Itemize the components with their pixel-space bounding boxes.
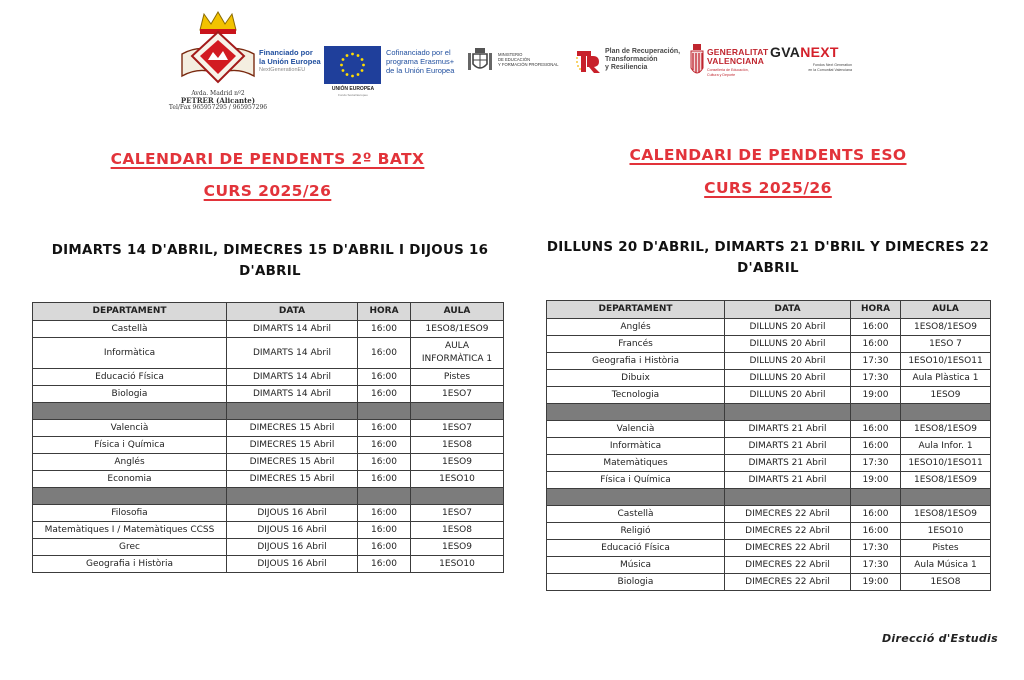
school-address-line: Avda. Madrid nº2 — [191, 90, 245, 97]
eso-title: CALENDARI DE PENDENTS ESO — [629, 146, 907, 164]
time-cell: 16:00 — [358, 471, 411, 488]
prtr-tr-icon — [575, 48, 601, 74]
batx-title: CALENDARI DE PENDENTS 2º BATX — [110, 150, 425, 168]
date-cell: DIMECRES 22 Abril — [725, 540, 851, 557]
column-header-room: AULA — [901, 301, 991, 319]
time-cell: 17:30 — [851, 557, 901, 574]
table-row — [547, 523, 991, 540]
time-cell: 16:00 — [358, 505, 411, 522]
date-cell: DIMECRES 15 Abril — [227, 471, 358, 488]
date-cell: DIMARTS 21 Abril — [725, 438, 851, 455]
department-cell: Economia — [33, 471, 227, 488]
eu-nextgen-logo — [259, 48, 321, 74]
table-row — [33, 454, 504, 471]
department-cell: Filosofia — [33, 505, 227, 522]
date-cell: DIMARTS 14 Abril — [227, 338, 358, 369]
department-cell: Valencià — [33, 420, 227, 437]
time-cell: 17:30 — [851, 455, 901, 472]
date-cell: DIJOUS 16 Abril — [227, 539, 358, 556]
table-row — [547, 557, 991, 574]
eu-star-icon — [357, 54, 360, 57]
date-cell: DILLUNS 20 Abril — [725, 387, 851, 404]
school-crest-icon — [178, 10, 258, 88]
erasmus-line: de la Unión Europea — [386, 66, 455, 75]
batx-schedule-table — [32, 302, 504, 573]
room-cell: 1ESO 7 — [901, 336, 991, 353]
eu-star-icon — [342, 69, 345, 72]
department-cell: Tecnologia — [547, 387, 725, 404]
date-cell: DIMECRES 22 Abril — [725, 523, 851, 540]
school-logo — [168, 10, 268, 114]
date-cell: DIMECRES 22 Abril — [725, 506, 851, 523]
column-header-room: AULA — [411, 303, 504, 321]
day-separator-row — [33, 488, 504, 505]
school-city: PETRER (Alicante) — [180, 96, 256, 105]
separator-cell — [725, 404, 851, 421]
batx-dates-heading: DIMARTS 14 D'ABRIL, DIMECRES 15 D'ABRIL I DIJOUS 16 D'ABRIL — [51, 243, 489, 279]
table-row — [547, 319, 991, 336]
time-cell: 16:00 — [358, 556, 411, 573]
generalitat-shield-icon — [690, 44, 704, 78]
department-cell: Biologia — [547, 574, 725, 591]
day-separator-row — [547, 404, 991, 421]
date-cell: DIJOUS 16 Abril — [227, 556, 358, 573]
department-cell: Biologia — [33, 386, 227, 403]
table-row — [33, 471, 504, 488]
school-address — [168, 90, 268, 111]
department-cell: Valencià — [547, 421, 725, 438]
separator-cell — [33, 403, 227, 420]
table-row — [33, 556, 504, 573]
eu-nextgen-line: NextGenerationEU — [259, 67, 306, 73]
table-row — [547, 455, 991, 472]
separator-cell — [358, 403, 411, 420]
room-cell: 1ESO10 — [901, 523, 991, 540]
column-header-time: HORA — [358, 303, 411, 321]
table-row — [33, 522, 504, 539]
time-cell: 16:00 — [358, 369, 411, 386]
table-row — [547, 472, 991, 489]
table-row — [547, 353, 991, 370]
department-cell: Matemàtiques I / Matemàtiques CCSS — [33, 522, 227, 539]
gvanext-logo — [770, 44, 856, 84]
table-row — [547, 336, 991, 353]
eso-dates-heading: DILLUNS 20 D'ABRIL, DIMARTS 21 D'BRIL Y DIMECRES 22 D'ABRIL — [546, 240, 990, 276]
date-cell: DIMARTS 21 Abril — [725, 472, 851, 489]
table-row — [33, 505, 504, 522]
room-cell: 1ESO8 — [411, 437, 504, 454]
ministerio-logo — [466, 46, 574, 76]
table-header-row — [547, 301, 991, 319]
table-row — [547, 438, 991, 455]
gva-sub-line: Conselleria de Educación, — [707, 68, 749, 72]
eu-star-icon — [351, 53, 354, 56]
table-row — [33, 386, 504, 403]
room-cell: 1ESO9 — [901, 387, 991, 404]
date-cell: DIMECRES 15 Abril — [227, 437, 358, 454]
date-cell: DILLUNS 20 Abril — [725, 353, 851, 370]
department-cell: Anglés — [33, 454, 227, 471]
separator-cell — [547, 489, 725, 506]
table-row — [547, 540, 991, 557]
gvanext-word-a: GVA — [770, 44, 801, 60]
room-cell: 1ESO8/1ESO9 — [901, 506, 991, 523]
table-row — [547, 506, 991, 523]
room-cell: Aula Música 1 — [901, 557, 991, 574]
date-cell: DIMARTS 14 Abril — [227, 369, 358, 386]
separator-cell — [411, 403, 504, 420]
time-cell: 16:00 — [358, 522, 411, 539]
room-cell: Aula Infor. 1 — [901, 438, 991, 455]
date-cell: DIMECRES 22 Abril — [725, 557, 851, 574]
separator-cell — [227, 488, 358, 505]
room-cell: 1ESO10 — [411, 471, 504, 488]
eu-star-icon — [340, 64, 343, 67]
room-cell: 1ESO8/1ESO9 — [411, 321, 504, 338]
date-cell: DIMARTS 14 Abril — [227, 321, 358, 338]
eu-star-icon — [357, 73, 360, 76]
school-phone: Tel/Fax 965957295 / 965957296 — [168, 104, 268, 111]
time-cell: 16:00 — [358, 386, 411, 403]
prtr-line: Plan de Recuperación, — [605, 48, 681, 55]
table-row — [33, 338, 504, 369]
separator-cell — [411, 488, 504, 505]
time-cell: 16:00 — [851, 319, 901, 336]
room-cell: 1ESO9 — [411, 539, 504, 556]
room-cell: 1ESO8/1ESO9 — [901, 319, 991, 336]
eu-flag-icon — [324, 46, 381, 84]
day-separator-row — [547, 489, 991, 506]
eu-flag-caption: UNIÓN EUROPEA — [331, 86, 375, 92]
room-cell: 1ESO8/1ESO9 — [901, 472, 991, 489]
separator-cell — [851, 489, 901, 506]
table-row — [33, 437, 504, 454]
separator-cell — [358, 488, 411, 505]
time-cell: 17:30 — [851, 370, 901, 387]
time-cell: 16:00 — [851, 438, 901, 455]
department-cell: Francés — [547, 336, 725, 353]
column-header-department: DEPARTAMENT — [547, 301, 725, 319]
eu-star-icon — [346, 73, 349, 76]
time-cell: 16:00 — [851, 523, 901, 540]
eu-star-icon — [361, 58, 364, 61]
time-cell: 16:00 — [358, 338, 411, 369]
table-row — [33, 539, 504, 556]
ministerio-line: DE EDUCACIÓN — [498, 57, 531, 62]
room-cell: 1ESO9 — [411, 454, 504, 471]
separator-cell — [851, 404, 901, 421]
table-row — [547, 421, 991, 438]
date-cell: DIMECRES 15 Abril — [227, 454, 358, 471]
department-cell: Dibuix — [547, 370, 725, 387]
room-cell: AULA INFORMÀTICA 1 — [411, 338, 504, 369]
date-cell: DIMECRES 22 Abril — [725, 574, 851, 591]
erasmus-line: programa Erasmus+ — [386, 57, 455, 66]
room-cell: 1ESO7 — [411, 420, 504, 437]
room-cell: Aula Plàstica 1 — [901, 370, 991, 387]
eu-flag-subcaption: Fondo Social Europeo — [338, 93, 368, 97]
time-cell: 19:00 — [851, 387, 901, 404]
date-cell: DILLUNS 20 Abril — [725, 319, 851, 336]
time-cell: 17:30 — [851, 353, 901, 370]
time-cell: 17:30 — [851, 540, 901, 557]
day-separator-row — [33, 403, 504, 420]
department-cell: Grec — [33, 539, 227, 556]
column-header-date: DATA — [227, 303, 358, 321]
separator-cell — [33, 488, 227, 505]
date-cell: DIJOUS 16 Abril — [227, 522, 358, 539]
date-cell: DIMECRES 15 Abril — [227, 420, 358, 437]
logo-banner — [0, 0, 1024, 120]
time-cell: 16:00 — [851, 421, 901, 438]
table-header-row — [33, 303, 504, 321]
time-cell: 16:00 — [358, 420, 411, 437]
time-cell: 16:00 — [851, 506, 901, 523]
separator-cell — [725, 489, 851, 506]
date-cell: DIJOUS 16 Abril — [227, 505, 358, 522]
department-cell: Religió — [547, 523, 725, 540]
department-cell: Educació Física — [547, 540, 725, 557]
table-row — [547, 387, 991, 404]
room-cell: 1ESO8/1ESO9 — [901, 421, 991, 438]
gva-line: VALENCIANA — [707, 56, 765, 66]
room-cell: 1ESO8 — [901, 574, 991, 591]
eso-schedule-table — [546, 300, 991, 591]
room-cell: 1ESO10/1ESO11 — [901, 455, 991, 472]
separator-cell — [547, 404, 725, 421]
gva-line: GENERALITAT — [707, 47, 769, 57]
separator-cell — [901, 489, 991, 506]
eu-star-icon — [342, 58, 345, 61]
eso-course: CURS 2025/26 — [704, 179, 832, 197]
department-cell: Informàtica — [33, 338, 227, 369]
separator-cell — [901, 404, 991, 421]
column-header-department: DEPARTAMENT — [33, 303, 227, 321]
table-row — [33, 369, 504, 386]
time-cell: 16:00 — [851, 336, 901, 353]
eu-star-icon — [346, 54, 349, 57]
ministerio-line: Y FORMACIÓN PROFESIONAL — [498, 62, 559, 67]
generalitat-logo — [690, 44, 770, 84]
department-cell: Matemàtiques — [547, 455, 725, 472]
room-cell: 1ESO8 — [411, 522, 504, 539]
eu-star-icon — [362, 64, 365, 67]
room-cell: 1ESO7 — [411, 505, 504, 522]
department-cell: Informàtica — [547, 438, 725, 455]
separator-cell — [227, 403, 358, 420]
table-row — [547, 370, 991, 387]
gva-sub-line: Cultura y Deporte — [707, 73, 736, 77]
department-cell: Educació Física — [33, 369, 227, 386]
time-cell: 16:00 — [358, 539, 411, 556]
table-row — [33, 420, 504, 437]
gvanext-sub-line: en la Comunitat Valenciana — [808, 67, 852, 72]
batx-course: CURS 2025/26 — [203, 182, 332, 200]
time-cell: 19:00 — [851, 574, 901, 591]
eu-star-icon — [351, 75, 354, 78]
department-cell: Física i Química — [33, 437, 227, 454]
department-cell: Geografia i Història — [33, 556, 227, 573]
department-cell: Geografia i Història — [547, 353, 725, 370]
time-cell: 16:00 — [358, 437, 411, 454]
date-cell: DIMARTS 21 Abril — [725, 455, 851, 472]
time-cell: 16:00 — [358, 321, 411, 338]
table-row — [547, 574, 991, 591]
room-cell: 1ESO10 — [411, 556, 504, 573]
prtr-line: y Resiliencia — [605, 64, 648, 71]
room-cell: Pistes — [411, 369, 504, 386]
department-cell: Castellà — [547, 506, 725, 523]
eu-nextgen-line: Financiado por — [259, 48, 313, 57]
room-cell: 1ESO10/1ESO11 — [901, 353, 991, 370]
prtr-line: Transformación — [605, 56, 658, 63]
room-cell: 1ESO7 — [411, 386, 504, 403]
department-cell: Castellà — [33, 321, 227, 338]
signature: Direcció d'Estudis — [882, 632, 998, 645]
eu-nextgen-line: la Unión Europea — [259, 57, 321, 66]
date-cell: DILLUNS 20 Abril — [725, 370, 851, 387]
date-cell: DIMARTS 21 Abril — [725, 421, 851, 438]
erasmus-logo-text — [386, 48, 454, 75]
department-cell: Física i Química — [547, 472, 725, 489]
ministerio-line: MINISTERIO — [498, 52, 523, 57]
gvanext-sub-line: Fondos Next Generation — [812, 63, 852, 67]
room-cell: Pistes — [901, 540, 991, 557]
eu-star-icon — [361, 69, 364, 72]
prtr-logo — [575, 46, 690, 76]
column-header-date: DATA — [725, 301, 851, 319]
erasmus-line: Cofinanciado por el — [386, 48, 451, 57]
column-header-time: HORA — [851, 301, 901, 319]
department-cell: Música — [547, 557, 725, 574]
date-cell: DIMARTS 14 Abril — [227, 386, 358, 403]
gvanext-word-b: NEXT — [800, 44, 839, 60]
department-cell: Anglés — [547, 319, 725, 336]
time-cell: 19:00 — [851, 472, 901, 489]
time-cell: 16:00 — [358, 454, 411, 471]
table-row — [33, 321, 504, 338]
date-cell: DILLUNS 20 Abril — [725, 336, 851, 353]
spain-coat-of-arms-icon — [466, 46, 494, 74]
